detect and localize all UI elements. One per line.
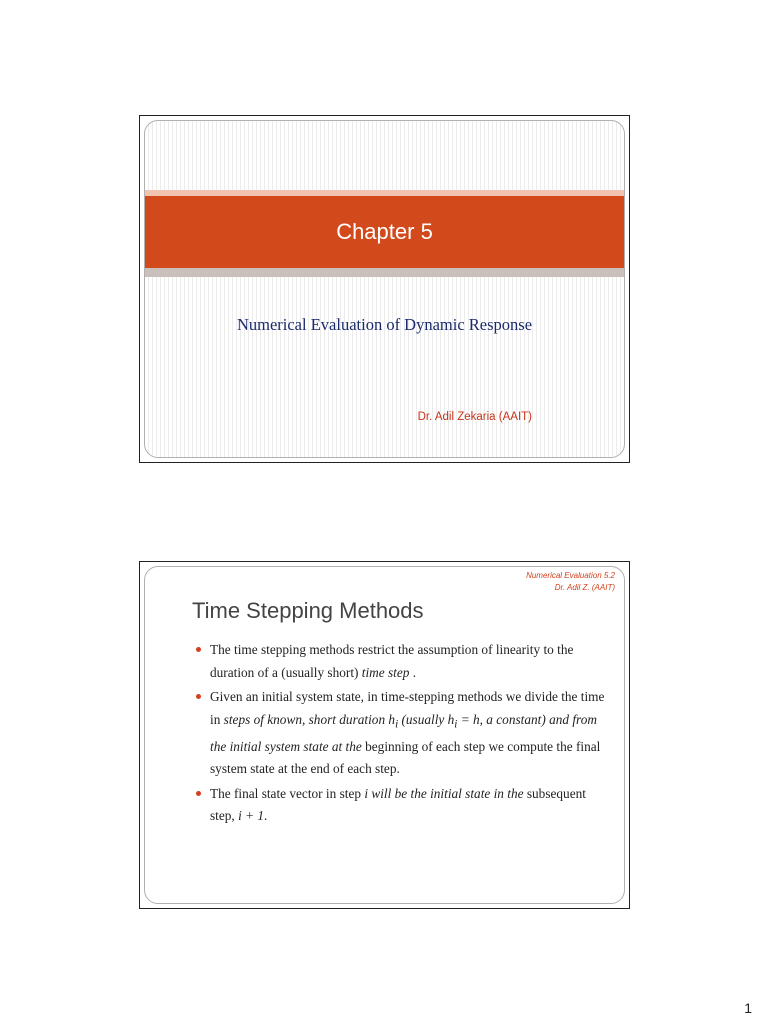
title-slide-frame — [144, 120, 625, 458]
title-band-bottom — [145, 268, 624, 277]
bullet-text: . — [264, 808, 268, 824]
bullet-text: subsequent step, — [210, 785, 586, 824]
slide-subtitle: Numerical Evaluation of Dynamic Response — [236, 315, 533, 334]
bullet-emphasis: i + 1 — [238, 808, 265, 824]
header-note-line2: Dr. Adil Z. (AAIT) — [554, 583, 615, 592]
title-slide — [139, 115, 630, 463]
bullet-emphasis: (usually h — [398, 711, 455, 727]
header-note-line1: Numerical Evaluation 5.2 — [526, 571, 615, 580]
bullet-dot-icon — [196, 694, 201, 699]
page-number: 1 — [744, 1000, 752, 1016]
bullet-emphasis: steps of known, short duration h — [223, 711, 396, 727]
chapter-title: Chapter 5 — [336, 219, 433, 244]
bullet-text: The time stepping methods restrict the assumption of linearity to the duration of a (usually short) — [210, 642, 574, 680]
content-slide — [139, 561, 630, 909]
bullet-subscript: i — [395, 718, 399, 731]
bullet-item — [195, 639, 605, 684]
bullet-list — [195, 639, 605, 830]
bullet-emphasis: i will be the initial state in the — [364, 785, 524, 801]
bullet-item — [195, 783, 605, 828]
bullet-text: beginning of each step we compute the final system state at the end of each step. — [210, 738, 601, 777]
author-name: Dr. Adil Zekaria (AAIT) — [417, 411, 532, 423]
bullet-emphasis: time step — [361, 664, 410, 680]
title-band — [145, 196, 624, 268]
slide-header-note — [526, 570, 615, 594]
bullet-text: Given an initial system state, in time-stepping methods we divide the time in — [210, 689, 605, 727]
slide-title: Time Stepping Methods — [192, 598, 424, 623]
bullet-dot-icon — [196, 791, 201, 796]
bullet-text: The final state vector in step — [210, 785, 365, 801]
content-slide-frame — [144, 566, 625, 904]
bullet-dot-icon — [196, 647, 201, 652]
bullet-item — [195, 686, 605, 781]
bullet-text: . — [409, 664, 417, 680]
bullet-subscript: i — [454, 718, 458, 731]
bullet-emphasis: = h, a constant) and from the initial system state at the — [210, 711, 597, 754]
